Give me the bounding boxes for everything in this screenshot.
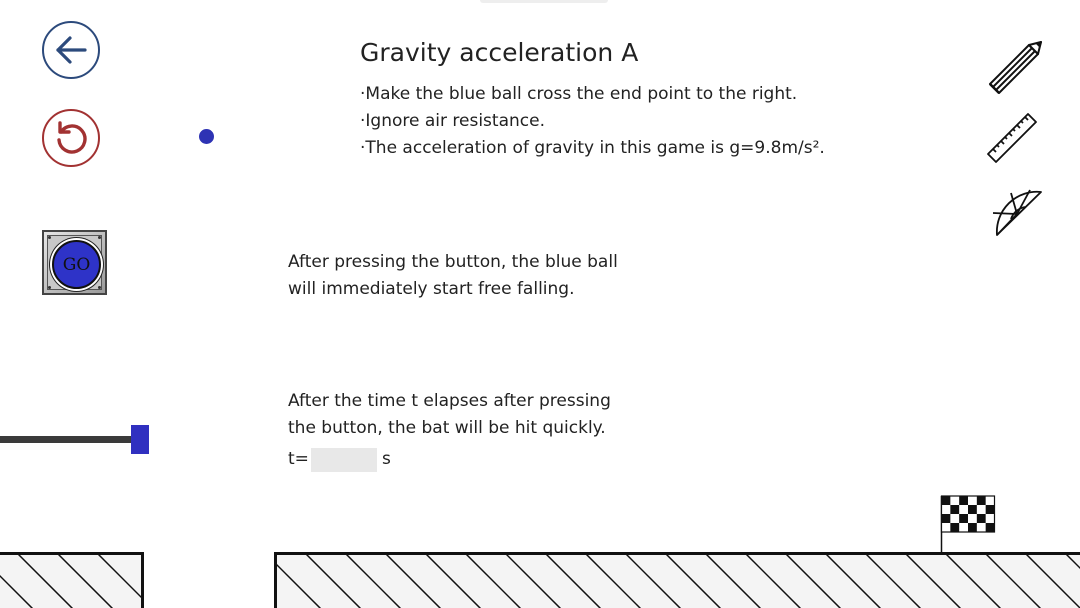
arrow-left-icon — [51, 30, 91, 70]
rule-3: ·The acceleration of gravity in this game is g=9.8m/s². — [360, 138, 825, 158]
bat-stick — [0, 436, 132, 443]
protractor-icon[interactable] — [985, 182, 1045, 240]
ground-right — [274, 552, 1080, 608]
instruction-bat-line-2: the button, the bat will be hit quickly. — [288, 418, 606, 438]
retry-icon — [51, 118, 91, 158]
screw-icon — [98, 236, 101, 239]
instruction-button-line-2: will immediately start free falling. — [288, 279, 575, 299]
retry-button[interactable] — [42, 109, 100, 167]
ruler-icon[interactable] — [985, 110, 1039, 166]
go-button[interactable] — [42, 230, 107, 295]
time-input[interactable] — [311, 448, 377, 472]
game-title: Gravity acceleration A — [360, 38, 639, 67]
rule-2: ·Ignore air resistance. — [360, 111, 545, 131]
instruction-bat-line-1: After the time t elapses after pressing — [288, 391, 611, 411]
time-label: t= — [288, 449, 309, 469]
go-disc — [52, 240, 101, 289]
rule-1: ·Make the blue ball cross the end point to the right. — [360, 84, 798, 104]
pencil-icon[interactable] — [985, 40, 1043, 96]
screw-icon — [48, 236, 51, 239]
finish-flag-icon — [936, 494, 998, 554]
screw-icon — [48, 286, 51, 289]
back-button[interactable] — [42, 21, 100, 79]
instruction-button-line-1: After pressing the button, the blue ball — [288, 252, 618, 272]
go-button-label: GO — [62, 254, 91, 275]
ground-left — [0, 552, 144, 608]
bat-head — [131, 425, 149, 454]
top-handle[interactable] — [480, 0, 608, 3]
time-unit: s — [382, 449, 391, 469]
screw-icon — [98, 286, 101, 289]
blue-ball — [199, 129, 214, 144]
